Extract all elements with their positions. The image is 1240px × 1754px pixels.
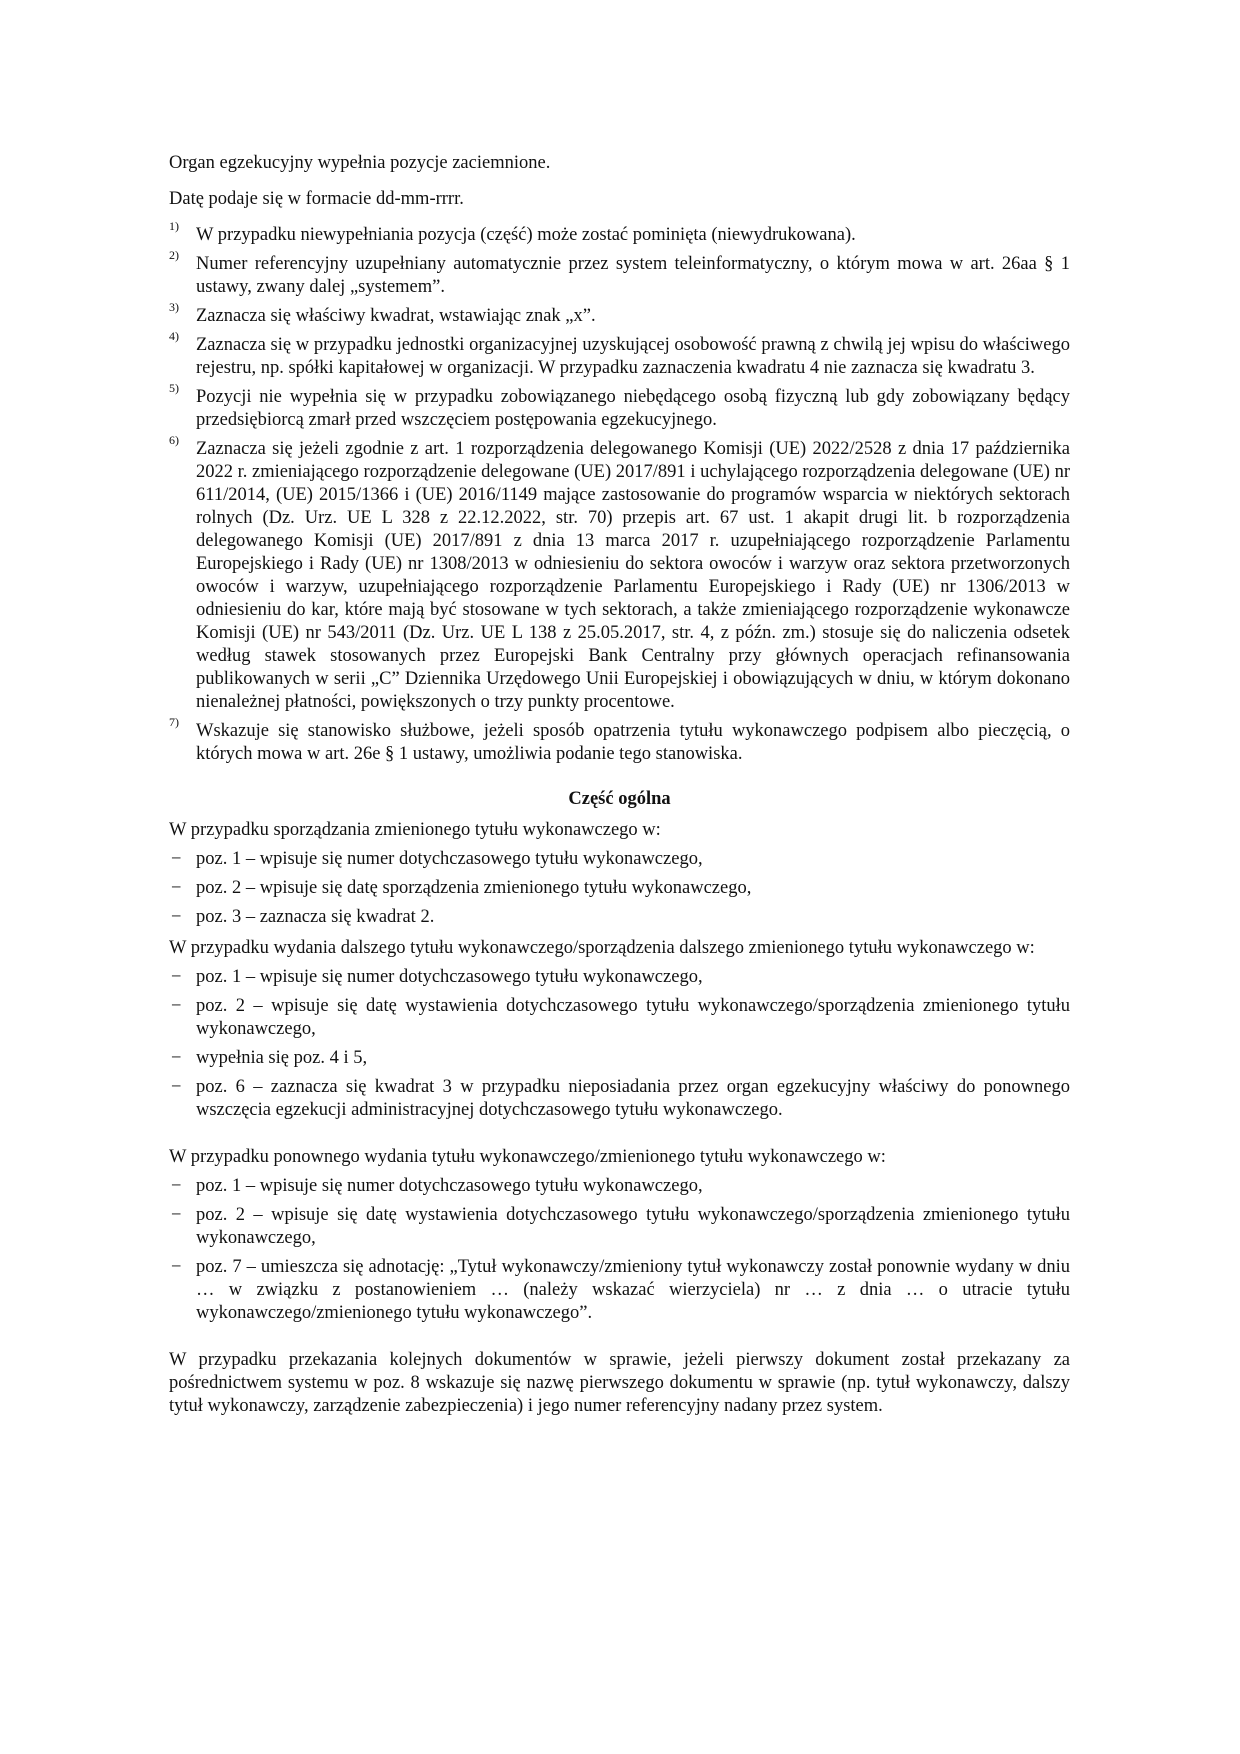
section-title: Część ogólna	[568, 789, 671, 809]
list-item-text: wypełnia się poz. 4 i 5,	[196, 1048, 368, 1068]
list-item	[169, 1204, 1070, 1250]
list-item	[169, 906, 1070, 929]
block-lead: W przypadku wydania dalszego tytułu wykonawczego/sporządzenia dalszego zmienionego tytułu wykonawczego w:	[169, 938, 1035, 958]
intro-line: Organ egzekucyjny wypełnia pozycje zaciemnione.	[169, 153, 551, 173]
footnote	[169, 433, 1070, 714]
list-item	[169, 1076, 1070, 1122]
block-lead: W przypadku ponownego wydania tytułu wykonawczego/zmienionego tytułu wykonawczego w:	[169, 1147, 886, 1167]
footnote	[169, 219, 1070, 247]
dash-bullet: −	[171, 967, 182, 987]
list-item	[169, 995, 1070, 1041]
footnote-text: Zaznacza się jeżeli zgodnie z art. 1 rozporządzenia delegowanego Komisji (UE) 2022/2528 z dnia 17 października 2022 r. zmieniającego rozporządzenie delegowane (UE) 2017/891 i uchylającego rozporządzenia delegowane (UE) nr 611/2014, (UE) 2015/1366 i (UE) 2016/1149 mające zastosowanie do programów wsparcia w niektórych sektorach rolnych (Dz. Urz. UE L 328 z 22.12.2022, str. 70) przepis art. 67 ust. 1 akapit drugi lit. b rozporządzenia delegowanego Komisji (UE) 2017/891 z dnia 13 marca 2017 r. uzupełniającego rozporządzenie Parlamentu Europejskiego i Rady (UE) nr 1308/2013 w odniesieniu do sektora owoców i warzyw oraz sektora przetworzonych owoców i warzyw, uzupełniającego rozporządzenie Parlamentu Europejskiego i Rady (UE) nr 1306/2013 w odniesieniu do kar, które mają być stosowane w tych sektorach, a także zmieniającego rozporządzenie wykonawcze Komisji (UE) nr 543/2011 (Dz. Urz. UE L 138 z 25.05.2017, str. 4, z późn. zm.) stosuje się do naliczenia odsetek według stawek stosowanych przez Europejski Bank Centralny przy głównych operacjach refinansowania publikowanych w serii „C” Dziennika Urzędowego Unii Europejskiej i obowiązujących w dniu, w którym dokonano nienależnej płatności, powiększonych o trzy punkty procentowe.	[196, 439, 1070, 712]
footnote	[169, 248, 1070, 299]
list-item-text: poz. 6 – zaznacza się kwadrat 3 w przypadku nieposiadania przez organ egzekucyjny właściwy do ponownego wszczęcia egzekucji administracyjnej dotychczasowego tytułu wykonawczego.	[196, 1077, 1070, 1120]
footnote-text: Zaznacza się właściwy kwadrat, wstawiając znak „x”.	[196, 306, 596, 326]
footnote-number: 3)	[169, 300, 179, 314]
intro-line: Datę podaje się w formacie dd-mm-rrrr.	[169, 189, 464, 209]
list-item	[169, 1256, 1070, 1325]
footnotes-list	[169, 219, 1070, 766]
list-item-text: poz. 2 – wpisuje się datę wystawienia dotychczasowego tytułu wykonawczego/sporządzenia zmienionego tytułu wykonawczego,	[196, 1205, 1070, 1248]
list-item-text: poz. 1 – wpisuje się numer dotychczasowego tytułu wykonawczego,	[196, 1176, 703, 1196]
dash-bullet: −	[171, 878, 182, 898]
footnote-text: Pozycji nie wypełnia się w przypadku zobowiązanego niebędącego osobą fizyczną lub gdy zobowiązany będący przedsiębiorcą zmarł przed wszczęciem postępowania egzekucyjnego.	[196, 387, 1070, 430]
footnote-number: 7)	[169, 715, 179, 729]
footnote	[169, 381, 1070, 432]
list-item-text: poz. 1 – wpisuje się numer dotychczasowego tytułu wykonawczego,	[196, 967, 703, 987]
dash-bullet: −	[171, 996, 182, 1016]
dash-bullet: −	[171, 849, 182, 869]
block-lead: W przypadku sporządzania zmienionego tytułu wykonawczego w:	[169, 820, 661, 840]
dash-bullet: −	[171, 907, 182, 927]
list-item	[169, 966, 1070, 989]
list-item-text: poz. 1 – wpisuje się numer dotychczasowego tytułu wykonawczego,	[196, 849, 703, 869]
footnote-number: 6)	[169, 433, 179, 447]
footnote	[169, 329, 1070, 380]
list-item	[169, 1175, 1070, 1198]
footnote-text: Wskazuje się stanowisko służbowe, jeżeli sposób opatrzenia tytułu wykonawczego podpisem albo pieczęcią, o których mowa w art. 26e § 1 ustawy, umożliwia podanie tego stanowiska.	[196, 721, 1070, 764]
dash-bullet: −	[171, 1205, 182, 1225]
dash-list	[169, 848, 1070, 929]
footnote-text: W przypadku niewypełniania pozycja (część) może zostać pominięta (niewydrukowana).	[196, 225, 856, 245]
document-content	[169, 152, 1070, 1424]
footnote	[169, 715, 1070, 766]
footnote-number: 5)	[169, 381, 179, 395]
list-item	[169, 877, 1070, 900]
dash-bullet: −	[171, 1176, 182, 1196]
footnote-number: 1)	[169, 219, 179, 233]
intro-notes	[169, 152, 1070, 211]
dash-bullet: −	[171, 1077, 182, 1097]
footnote	[169, 300, 1070, 328]
footnote-text: Numer referencyjny uzupełniany automatycznie przez system teleinformatyczny, o którym mowa w art. 26aa § 1 ustawy, zwany dalej „systemem”.	[196, 254, 1070, 297]
list-item	[169, 848, 1070, 871]
list-item-text: poz. 2 – wpisuje się datę wystawienia dotychczasowego tytułu wykonawczego/sporządzenia zmienionego tytułu wykonawczego,	[196, 996, 1070, 1039]
list-item-text: poz. 3 – zaznacza się kwadrat 2.	[196, 907, 435, 927]
dash-bullet: −	[171, 1257, 182, 1277]
dash-bullet: −	[171, 1048, 182, 1068]
list-item	[169, 1047, 1070, 1070]
footnote-number: 4)	[169, 329, 179, 343]
dash-list	[169, 1175, 1070, 1325]
dash-list	[169, 966, 1070, 1122]
list-item-text: poz. 7 – umieszcza się adnotację: „Tytuł wykonawczy/zmieniony tytuł wykonawczy został ponownie wydany w dniu … w związku z postanowieniem … (należy wskazać wierzyciela) nr … z dnia … o utracie tytułu wykonawczego/zmienionego tytułu wykonawczego”.	[196, 1257, 1070, 1323]
footnote-number: 2)	[169, 248, 179, 262]
closing-paragraph: W przypadku przekazania kolejnych dokumentów w sprawie, jeżeli pierwszy dokument został przekazany za pośrednictwem systemu w poz. 8 wskazuje się nazwę pierwszego dokumentu w sprawie (np. tytuł wykonawczy, dalszy tytuł wykonawczy, zarządzenie zabezpieczenia) i jego numer referencyjny nadany przez system.	[169, 1350, 1070, 1416]
footnote-text: Zaznacza się w przypadku jednostki organizacyjnej uzyskującej osobowość prawną z chwilą jej wpisu do właściwego rejestru, np. spółki kapitałowej w organizacji. W przypadku zaznaczenia kwadratu 4 nie zaznacza się kwadratu 3.	[196, 335, 1070, 378]
list-item-text: poz. 2 – wpisuje się datę sporządzenia zmienionego tytułu wykonawczego,	[196, 878, 752, 898]
